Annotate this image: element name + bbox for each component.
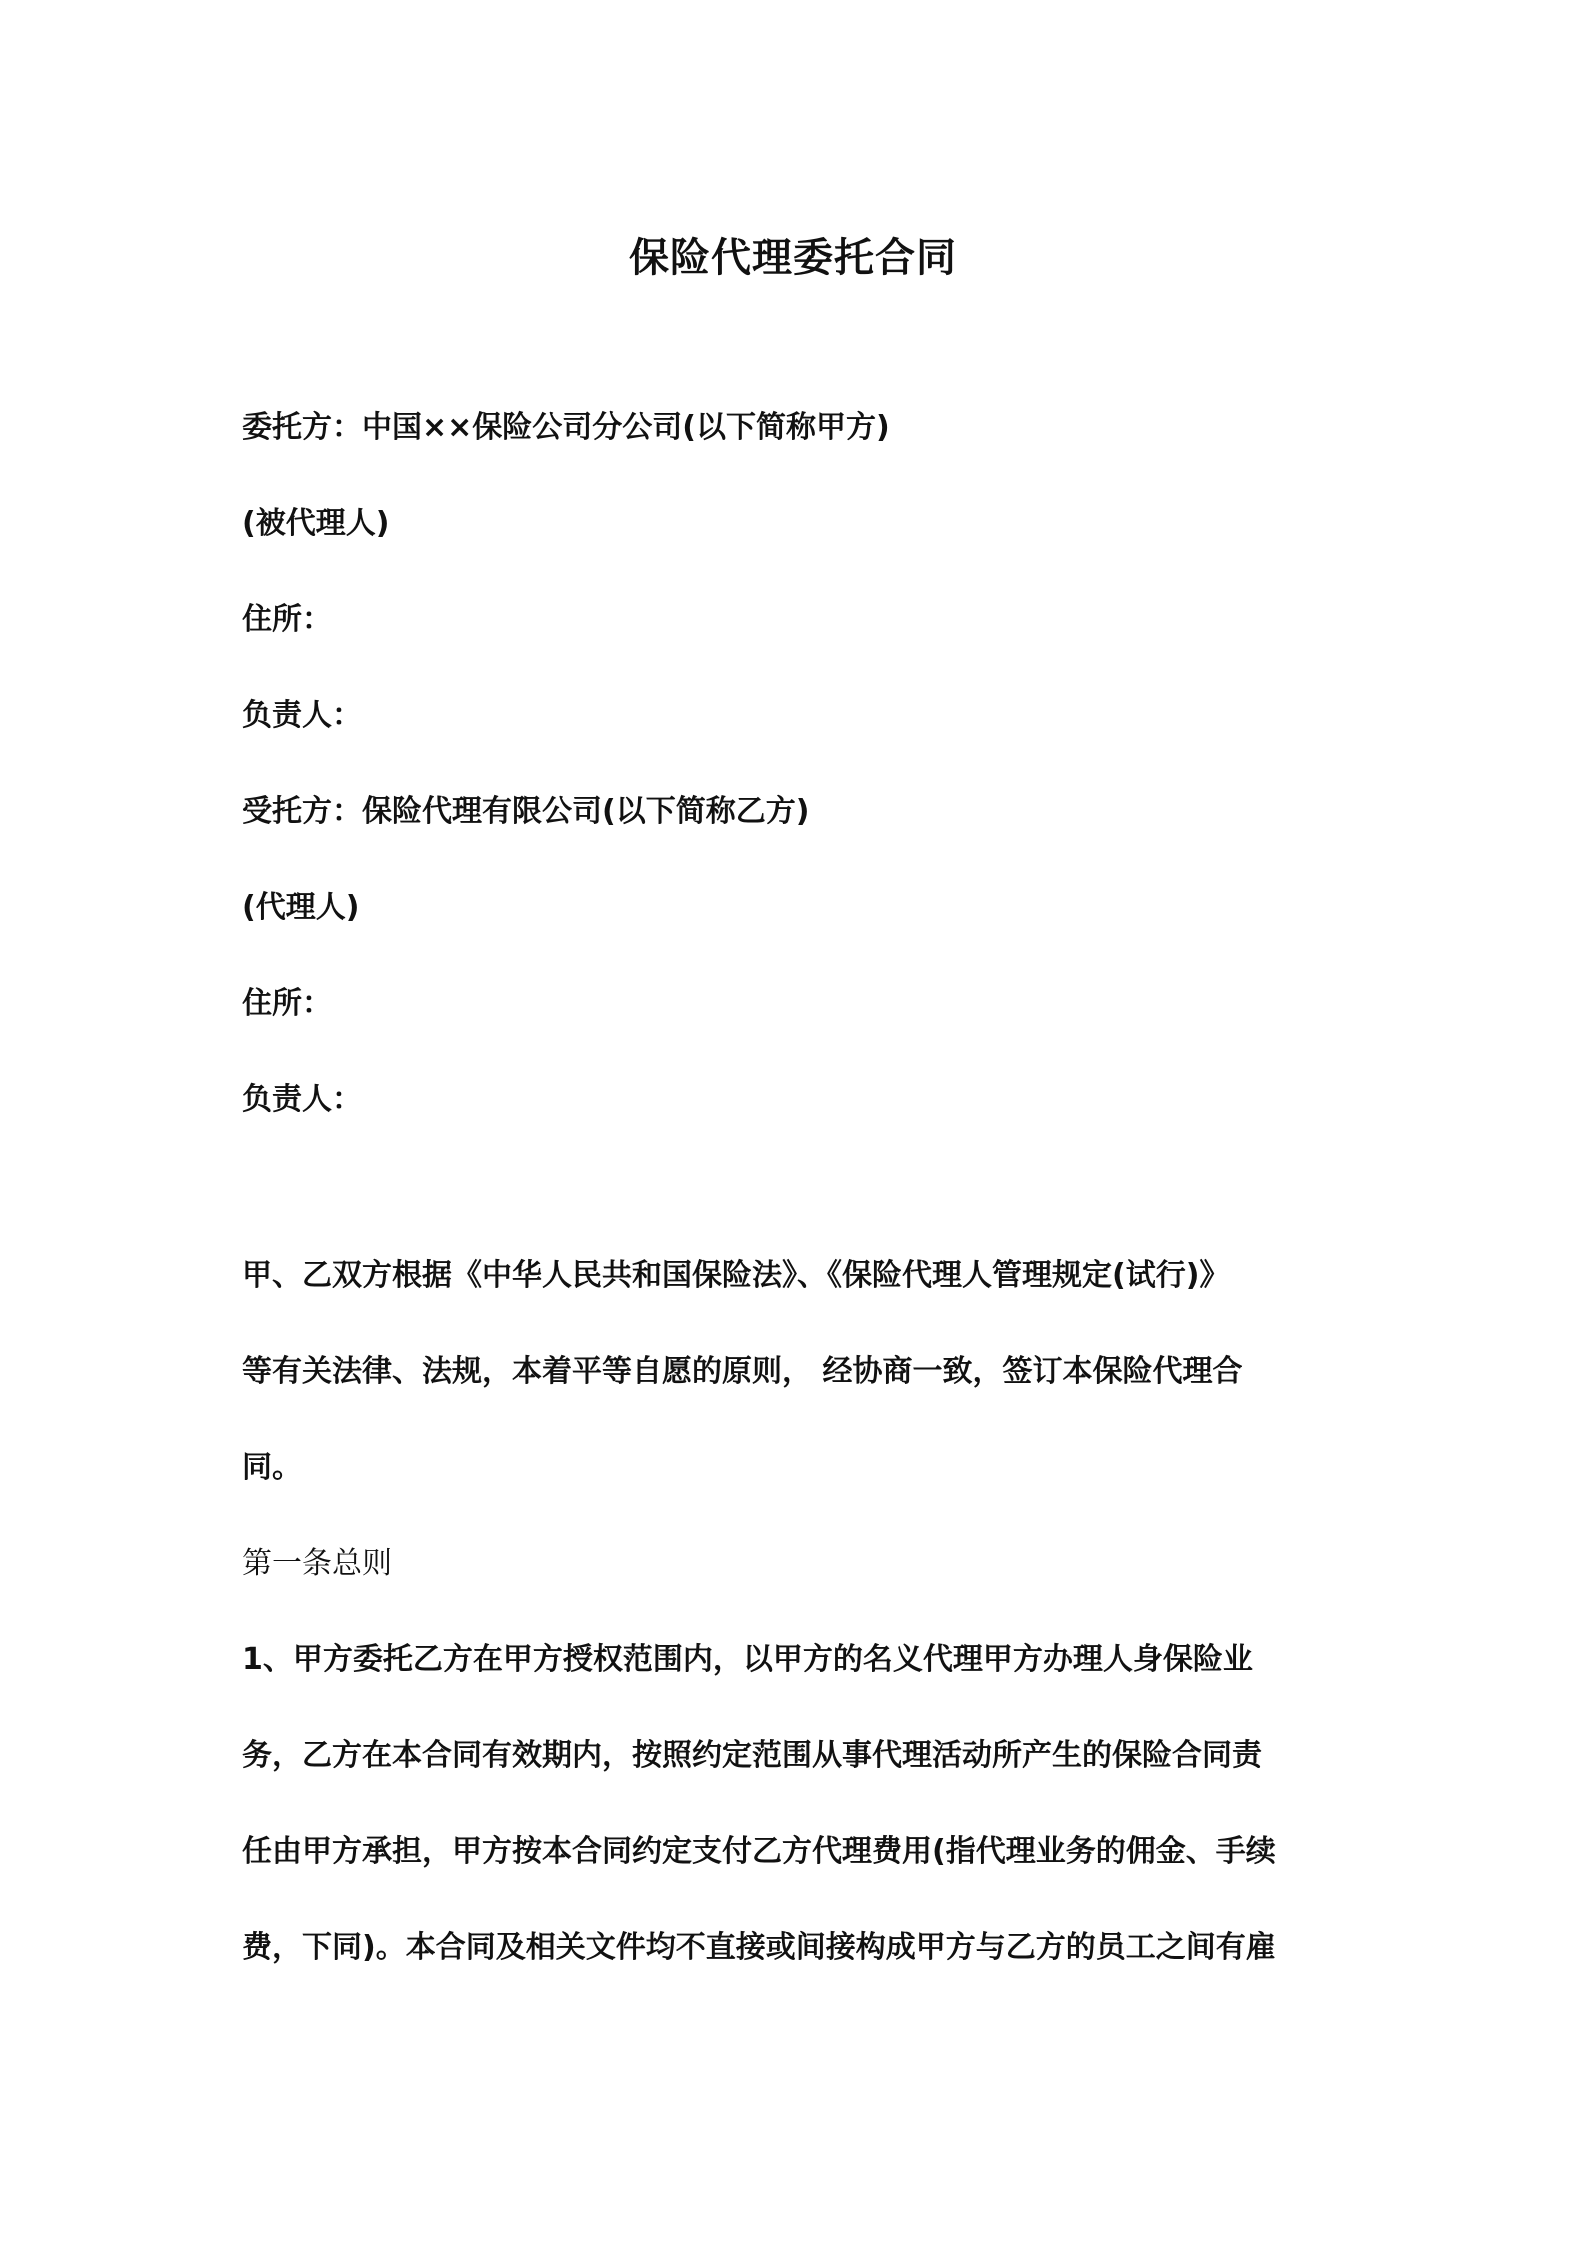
party-agent-role: (代理人) <box>242 890 360 925</box>
preamble-line: 甲、乙双方根据《中华人民共和国保险法》、《保险代理人管理规定(试行)》 <box>242 1258 1230 1293</box>
party-agent-address: 住所： <box>242 986 332 1021</box>
preamble-line: 等有关法律、法规，本着平等自愿的原则， 经协商一致，签订本保险代理合 <box>242 1354 1243 1389</box>
article-body-line: 费，下同)。本合同及相关文件均不直接或间接构成甲方与乙方的员工之间有雇 <box>242 1930 1276 1965</box>
party-agent-line: 受托方：保险代理有限公司(以下简称乙方) <box>242 794 810 829</box>
document-title: 保险代理委托合同 <box>629 235 957 281</box>
party-client-address: 住所： <box>242 602 332 637</box>
party-client-line: 委托方：中国××保险公司分公司(以下简称甲方) <box>242 410 890 445</box>
party-client-principal: 负责人： <box>242 698 362 733</box>
article-heading: 第一条总则 <box>242 1546 392 1581</box>
party-client-role: (被代理人) <box>242 506 390 541</box>
preamble-line: 同。 <box>242 1450 302 1485</box>
article-body-line: 务，乙方在本合同有效期内，按照约定范围从事代理活动所产生的保险合同责 <box>242 1738 1262 1773</box>
article-body-line: 1、甲方委托乙方在甲方授权范围内，以甲方的名义代理甲方办理人身保险业 <box>242 1642 1253 1677</box>
party-agent-principal: 负责人： <box>242 1082 362 1117</box>
article-body-line: 任由甲方承担，甲方按本合同约定支付乙方代理费用(指代理业务的佣金、手续 <box>242 1834 1276 1869</box>
